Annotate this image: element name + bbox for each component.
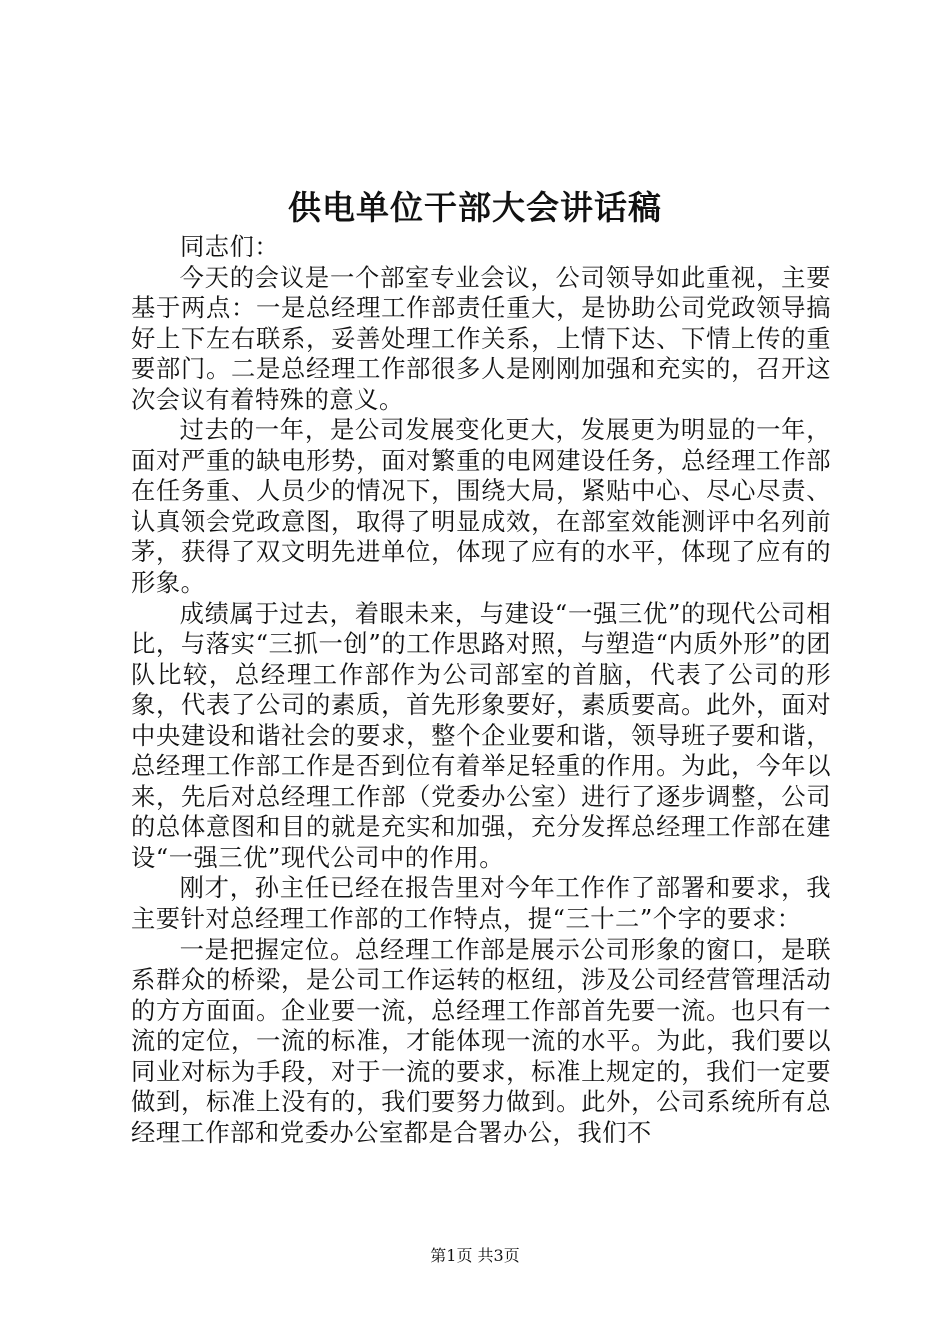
document-body [131, 232, 831, 1148]
paragraph-1: 今天的会议是一个部室专业会议，公司领导如此重视，主要基于两点：一是总经理工作部责任重大，是协助公司党政领导搞好上下左右联系，妥善处理工作关系，上情下达、下情上传的重要部门。二是总经理工作部很多人是刚刚加强和充实的，召开这次会议有着特殊的意义。 [131, 262, 831, 414]
paragraph-5: 一是把握定位。总经理工作部是展示公司形象的窗口，是联系群众的桥梁，是公司工作运转的枢纽，涉及公司经营管理活动的方方面面。企业要一流，总经理工作部首先要一流。也只有一流的定位，一流的标准，才能体现一流的水平。为此，我们要以同业对标为手段，对于一流的要求，标准上规定的，我们一定要做到，标准上没有的，我们要努力做到。此外，公司系统所有总经理工作部和党委办公室都是合署办公，我们不 [131, 934, 831, 1147]
paragraph-4: 刚才，孙主任已经在报告里对今年工作作了部署和要求，我主要针对总经理工作部的工作特点，提“三十二”个字的要求： [131, 873, 831, 934]
page-footer: 第1页 共3页 [430, 1246, 520, 1265]
salutation: 同志们： [180, 232, 280, 261]
paragraph-3: 成绩属于过去，着眼未来，与建设“一强三优”的现代公司相比，与落实“三抓一创”的工作思路对照，与塑造“内质外形”的团队比较，总经理工作部作为公司部室的首脑，代表了公司的形象，代表了公司的素质，首先形象要好，素质要高。此外，面对中央建设和谐社会的要求，整个企业要和谐，领导班子要和谐，总经理工作部工作是否到位有着举足轻重的作用。为此，今年以来，先后对总经理工作部（党委办公室）进行了逐步调整，公司的总体意图和目的就是充实和加强，充分发挥总经理工作部在建设“一强三优”现代公司中的作用。 [131, 598, 831, 872]
paragraph-2: 过去的一年，是公司发展变化更大，发展更为明显的一年，面对严重的缺电形势，面对繁重的电网建设任务，总经理工作部在任务重、人员少的情况下，围绕大局，紧贴中心、尽心尽责、认真领会党政意图，取得了明显成效，在部室效能测评中名列前茅，获得了双文明先进单位，体现了应有的水平，体现了应有的形象。 [131, 415, 831, 598]
document-title: 供电单位干部大会讲话稿 [288, 188, 662, 227]
